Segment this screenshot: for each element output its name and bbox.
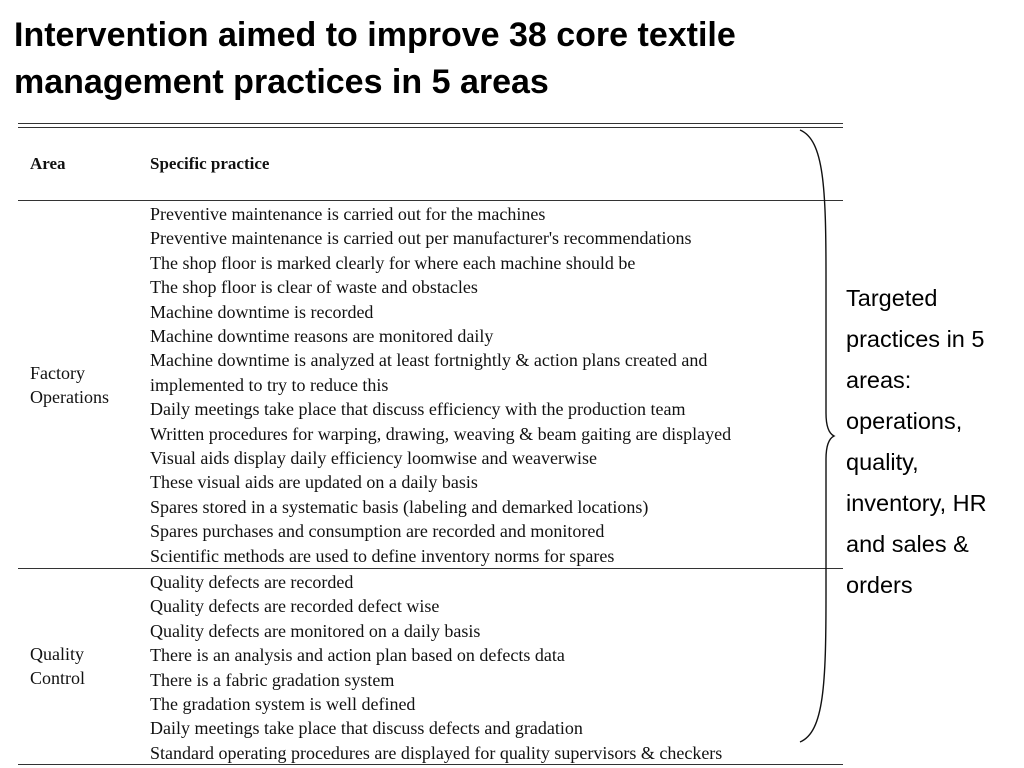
area-label: Factory Operations bbox=[30, 363, 109, 407]
practice-item: Spares stored in a systematic basis (labeling and demarked locations) bbox=[150, 496, 649, 517]
practice-item: Quality defects are monitored on a daily basis bbox=[150, 620, 481, 641]
section-divider bbox=[18, 568, 843, 569]
practice-item: Scientific methods are used to define inventory norms for spares bbox=[150, 545, 615, 566]
table-top-rule bbox=[18, 123, 843, 124]
curly-brace-icon bbox=[796, 128, 836, 744]
slide-title: Intervention aimed to improve 38 core textile management practices in 5 areas bbox=[14, 16, 736, 101]
practice-item: Preventive maintenance is carried out per manufacturer's recommendations bbox=[150, 228, 692, 249]
practice-list bbox=[150, 202, 840, 568]
practice-item: Quality defects are recorded bbox=[150, 572, 354, 592]
header-area: Area bbox=[30, 154, 66, 173]
practice-item: There is a fabric gradation system bbox=[150, 669, 395, 690]
practice-item: Standard operating procedures are displayed for quality supervisors & checkers bbox=[150, 742, 723, 763]
practice-item: Daily meetings take place that discuss defects and gradation bbox=[150, 718, 583, 739]
practice-item: Machine downtime reasons are monitored daily bbox=[150, 326, 494, 347]
practice-item: implemented to try to reduce this bbox=[150, 374, 389, 395]
practice-item: There is an analysis and action plan based on defects data bbox=[150, 645, 565, 666]
practice-item: The shop floor is marked clearly for where each machine should be bbox=[150, 252, 636, 273]
practice-item: Daily meetings take place that discuss efficiency with the production team bbox=[150, 399, 686, 420]
practice-item: These visual aids are updated on a daily basis bbox=[150, 472, 478, 493]
table-top-rule-double bbox=[18, 127, 843, 128]
targeted-practices-note: Targeted practices in 5 areas: operations, quality, inventory, HR and sales & orders bbox=[846, 285, 987, 598]
practice-item: Written procedures for warping, drawing, weaving & beam gaiting are displayed bbox=[150, 423, 732, 444]
practice-item: The shop floor is clear of waste and obstacles bbox=[150, 277, 478, 298]
practice-item: Quality defects are recorded defect wise bbox=[150, 596, 440, 617]
practice-item: Spares purchases and consumption are recorded and monitored bbox=[150, 521, 605, 542]
header-specific-practice: Specific practice bbox=[150, 154, 270, 173]
practice-list bbox=[150, 570, 840, 765]
practice-item: Preventive maintenance is carried out for the machines bbox=[150, 204, 546, 224]
practice-item: Machine downtime is analyzed at least fortnightly & action plans created and bbox=[150, 350, 708, 371]
practice-item: Machine downtime is recorded bbox=[150, 301, 374, 322]
practice-item: Visual aids display daily efficiency loomwise and weaverwise bbox=[150, 448, 597, 469]
header-divider bbox=[18, 200, 843, 201]
table-bottom-rule bbox=[18, 764, 843, 765]
practice-item: The gradation system is well defined bbox=[150, 694, 416, 715]
area-label: Quality Control bbox=[30, 644, 86, 688]
